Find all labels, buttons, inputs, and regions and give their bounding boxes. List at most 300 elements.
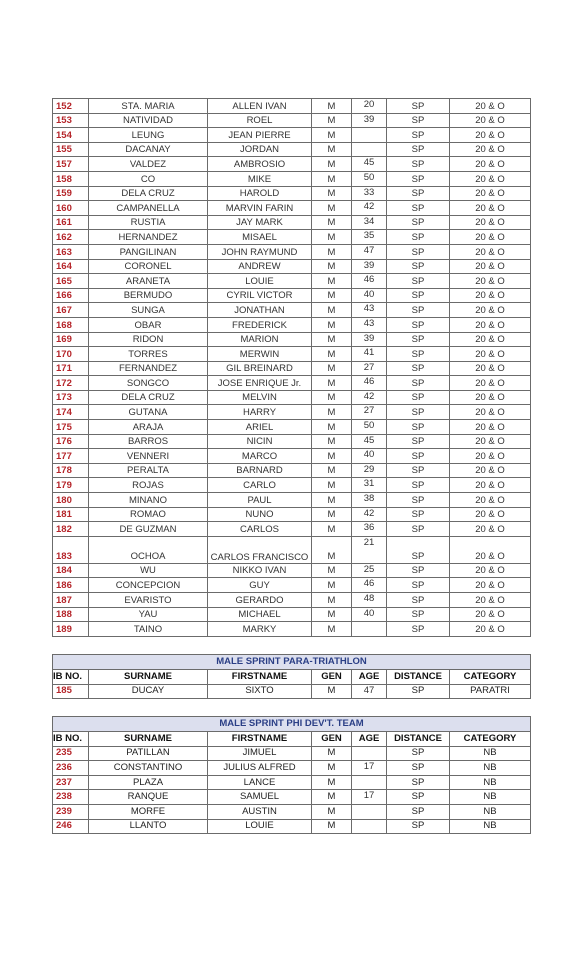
- surname-cell: TAINO: [89, 622, 208, 637]
- table-row: [53, 449, 531, 464]
- bib-number-cell: 163: [53, 244, 89, 259]
- category-cell: 20 & O: [450, 563, 531, 578]
- distance-cell: SP: [387, 171, 450, 186]
- category-cell: NB: [450, 790, 531, 805]
- surname-cell: DUCAY: [89, 684, 208, 699]
- category-cell: 20 & O: [450, 607, 531, 622]
- table-row: [53, 478, 531, 493]
- surname-cell: WU: [89, 563, 208, 578]
- table-row: [53, 684, 531, 699]
- age-cell: [352, 128, 387, 143]
- category-cell: NB: [450, 819, 531, 834]
- bib-number-cell: 176: [53, 434, 89, 449]
- firstname-cell: JONATHAN: [208, 303, 312, 318]
- bib-number-cell: 164: [53, 259, 89, 274]
- col-header-firstname: FIRSTNAME: [208, 732, 312, 747]
- bib-number-cell: 177: [53, 449, 89, 464]
- age-cell: 46: [352, 376, 387, 391]
- bib-number-cell: 161: [53, 215, 89, 230]
- bib-number-cell: 152: [53, 99, 89, 114]
- category-cell: 20 & O: [450, 186, 531, 201]
- firstname-cell: ALLEN IVAN: [208, 99, 312, 114]
- gender-cell: M: [312, 775, 352, 790]
- gender-cell: M: [312, 361, 352, 376]
- gender-cell: M: [312, 128, 352, 143]
- bib-number-cell: 178: [53, 463, 89, 478]
- distance-cell: SP: [387, 128, 450, 143]
- firstname-cell: JULIUS ALFRED: [208, 761, 312, 776]
- surname-cell: EVARISTO: [89, 593, 208, 608]
- surname-cell: LEUNG: [89, 128, 208, 143]
- col-header-surname: SURNAME: [89, 670, 208, 685]
- surname-cell: VENNERI: [89, 449, 208, 464]
- surname-cell: TORRES: [89, 347, 208, 362]
- gender-cell: M: [312, 215, 352, 230]
- firstname-cell: FREDERICK: [208, 317, 312, 332]
- gender-cell: M: [312, 376, 352, 391]
- age-cell: 39: [352, 259, 387, 274]
- table-row: [53, 463, 531, 478]
- distance-cell: SP: [387, 420, 450, 435]
- age-cell: 17: [352, 761, 387, 776]
- gender-cell: M: [312, 522, 352, 537]
- table-row: [53, 376, 531, 391]
- col-header-distance: DISTANCE: [387, 670, 450, 685]
- age-cell: 34: [352, 215, 387, 230]
- category-cell: 20 & O: [450, 522, 531, 537]
- category-cell: 20 & O: [450, 449, 531, 464]
- firstname-cell: HAROLD: [208, 186, 312, 201]
- gender-cell: M: [312, 99, 352, 114]
- bib-number-cell: 157: [53, 157, 89, 172]
- surname-cell: ARAJA: [89, 420, 208, 435]
- distance-cell: SP: [387, 142, 450, 157]
- distance-cell: SP: [387, 113, 450, 128]
- firstname-cell: MARCO: [208, 449, 312, 464]
- distance-cell: SP: [387, 303, 450, 318]
- bib-number-cell: 175: [53, 420, 89, 435]
- bib-number-cell: 169: [53, 332, 89, 347]
- distance-cell: SP: [387, 478, 450, 493]
- table-row: [53, 274, 531, 289]
- category-cell: 20 & O: [450, 463, 531, 478]
- distance-cell: SP: [387, 493, 450, 508]
- surname-cell: CAMPANELLA: [89, 201, 208, 216]
- firstname-cell: HARRY: [208, 405, 312, 420]
- gender-cell: M: [312, 536, 352, 563]
- category-cell: 20 & O: [450, 507, 531, 522]
- category-cell: 20 & O: [450, 536, 531, 563]
- table-row: [53, 622, 531, 637]
- firstname-cell: BARNARD: [208, 463, 312, 478]
- table-row: [53, 746, 531, 761]
- table-row: [53, 804, 531, 819]
- bib-number-cell: 246: [53, 819, 89, 834]
- category-cell: NB: [450, 775, 531, 790]
- distance-cell: SP: [387, 775, 450, 790]
- table-row: [53, 244, 531, 259]
- registrants-table-body: [53, 99, 531, 637]
- age-cell: [352, 622, 387, 637]
- bib-number-cell: 165: [53, 274, 89, 289]
- bib-number-cell: 168: [53, 317, 89, 332]
- col-header-gen: GEN: [312, 732, 352, 747]
- firstname-cell: JEAN PIERRE: [208, 128, 312, 143]
- surname-cell: DELA CRUZ: [89, 390, 208, 405]
- distance-cell: SP: [387, 449, 450, 464]
- distance-cell: SP: [387, 761, 450, 776]
- table-row: [53, 390, 531, 405]
- bib-number-cell: 160: [53, 201, 89, 216]
- distance-cell: SP: [387, 99, 450, 114]
- dev-team-body: [53, 746, 531, 834]
- distance-cell: SP: [387, 434, 450, 449]
- table-row: [53, 563, 531, 578]
- category-cell: 20 & O: [450, 493, 531, 508]
- bib-number-cell: 189: [53, 622, 89, 637]
- firstname-cell: CARLOS: [208, 522, 312, 537]
- surname-cell: SONGCO: [89, 376, 208, 391]
- gender-cell: M: [312, 449, 352, 464]
- firstname-cell: MARKY: [208, 622, 312, 637]
- table-row: [53, 522, 531, 537]
- table-row: [53, 171, 531, 186]
- header-row: [53, 670, 531, 685]
- firstname-cell: MARVIN FARIN: [208, 201, 312, 216]
- surname-cell: OCHOA: [89, 536, 208, 563]
- bib-number-cell: 238: [53, 790, 89, 805]
- table-row: [53, 761, 531, 776]
- bib-number-cell: 167: [53, 303, 89, 318]
- category-cell: NB: [450, 746, 531, 761]
- bib-number-cell: 171: [53, 361, 89, 376]
- surname-cell: MINANO: [89, 493, 208, 508]
- distance-cell: SP: [387, 186, 450, 201]
- table-row: [53, 259, 531, 274]
- bib-number-cell: 179: [53, 478, 89, 493]
- firstname-cell: JORDAN: [208, 142, 312, 157]
- col-header-category: CATEGORY: [450, 670, 531, 685]
- table-row: [53, 113, 531, 128]
- age-cell: 43: [352, 303, 387, 318]
- para-triathlon-body: [53, 684, 531, 699]
- table-row: [53, 347, 531, 362]
- bib-number-cell: 173: [53, 390, 89, 405]
- firstname-cell: AMBROSIO: [208, 157, 312, 172]
- registrants-table: [52, 98, 531, 637]
- distance-cell: SP: [387, 563, 450, 578]
- firstname-cell: JAY MARK: [208, 215, 312, 230]
- gender-cell: M: [312, 746, 352, 761]
- col-header-surname: SURNAME: [89, 732, 208, 747]
- category-cell: 20 & O: [450, 420, 531, 435]
- gender-cell: M: [312, 463, 352, 478]
- gender-cell: M: [312, 244, 352, 259]
- firstname-cell: JOHN RAYMUND: [208, 244, 312, 259]
- surname-cell: ARANETA: [89, 274, 208, 289]
- distance-cell: SP: [387, 259, 450, 274]
- gender-cell: M: [312, 622, 352, 637]
- section-title-row: [53, 717, 531, 732]
- firstname-cell: NIKKO IVAN: [208, 563, 312, 578]
- gender-cell: M: [312, 593, 352, 608]
- distance-cell: SP: [387, 288, 450, 303]
- category-cell: 20 & O: [450, 347, 531, 362]
- age-cell: 46: [352, 274, 387, 289]
- table-row: [53, 361, 531, 376]
- surname-cell: MORFE: [89, 804, 208, 819]
- col-header-age: AGE: [352, 670, 387, 685]
- table-row: [53, 434, 531, 449]
- gender-cell: M: [312, 563, 352, 578]
- surname-cell: STA. MARIA: [89, 99, 208, 114]
- distance-cell: SP: [387, 522, 450, 537]
- firstname-cell: GERARDO: [208, 593, 312, 608]
- category-cell: 20 & O: [450, 376, 531, 391]
- gender-cell: M: [312, 142, 352, 157]
- gender-cell: M: [312, 230, 352, 245]
- bib-number-cell: 153: [53, 113, 89, 128]
- firstname-cell: GIL BREINARD: [208, 361, 312, 376]
- gender-cell: M: [312, 507, 352, 522]
- firstname-cell: ARIEL: [208, 420, 312, 435]
- firstname-cell: MELVIN: [208, 390, 312, 405]
- age-cell: 50: [352, 420, 387, 435]
- distance-cell: SP: [387, 317, 450, 332]
- table-row: [53, 186, 531, 201]
- distance-cell: SP: [387, 578, 450, 593]
- table-row: [53, 215, 531, 230]
- age-cell: 40: [352, 288, 387, 303]
- bib-number-cell: 159: [53, 186, 89, 201]
- surname-cell: CONCEPCION: [89, 578, 208, 593]
- category-cell: NB: [450, 804, 531, 819]
- bib-number-cell: 237: [53, 775, 89, 790]
- surname-cell: BERMUDO: [89, 288, 208, 303]
- distance-cell: SP: [387, 376, 450, 391]
- firstname-cell: LANCE: [208, 775, 312, 790]
- category-cell: 20 & O: [450, 215, 531, 230]
- col-header-firstname: FIRSTNAME: [208, 670, 312, 685]
- table-row: [53, 332, 531, 347]
- surname-cell: GUTANA: [89, 405, 208, 420]
- category-cell: NB: [450, 761, 531, 776]
- distance-cell: SP: [387, 361, 450, 376]
- bib-number-cell: 172: [53, 376, 89, 391]
- table-row: [53, 536, 531, 563]
- category-cell: 20 & O: [450, 113, 531, 128]
- bib-number-cell: 239: [53, 804, 89, 819]
- gender-cell: M: [312, 684, 352, 699]
- age-cell: 42: [352, 390, 387, 405]
- age-cell: 27: [352, 361, 387, 376]
- surname-cell: DACANAY: [89, 142, 208, 157]
- bib-number-cell: 182: [53, 522, 89, 537]
- table-row: [53, 420, 531, 435]
- category-cell: 20 & O: [450, 405, 531, 420]
- table-row: [53, 507, 531, 522]
- surname-cell: SUNGA: [89, 303, 208, 318]
- age-cell: 20: [352, 99, 387, 114]
- bib-number-cell: 188: [53, 607, 89, 622]
- distance-cell: SP: [387, 684, 450, 699]
- gender-cell: M: [312, 790, 352, 805]
- surname-cell: CONSTANTINO: [89, 761, 208, 776]
- distance-cell: SP: [387, 347, 450, 362]
- gender-cell: M: [312, 434, 352, 449]
- gender-cell: M: [312, 288, 352, 303]
- distance-cell: SP: [387, 507, 450, 522]
- gender-cell: M: [312, 420, 352, 435]
- category-cell: 20 & O: [450, 244, 531, 259]
- age-cell: 42: [352, 507, 387, 522]
- age-cell: 40: [352, 449, 387, 464]
- gender-cell: M: [312, 259, 352, 274]
- gender-cell: M: [312, 186, 352, 201]
- surname-cell: PANGILINAN: [89, 244, 208, 259]
- age-cell: [352, 142, 387, 157]
- firstname-cell: SIXTO: [208, 684, 312, 699]
- bib-number-cell: 155: [53, 142, 89, 157]
- firstname-cell: NUNO: [208, 507, 312, 522]
- age-cell: 25: [352, 563, 387, 578]
- surname-cell: DELA CRUZ: [89, 186, 208, 201]
- category-cell: 20 & O: [450, 99, 531, 114]
- category-cell: 20 & O: [450, 317, 531, 332]
- distance-cell: SP: [387, 215, 450, 230]
- gender-cell: M: [312, 303, 352, 318]
- firstname-cell: GUY: [208, 578, 312, 593]
- category-cell: 20 & O: [450, 142, 531, 157]
- surname-cell: RIDON: [89, 332, 208, 347]
- distance-cell: SP: [387, 230, 450, 245]
- surname-cell: ROMAO: [89, 507, 208, 522]
- age-cell: 47: [352, 244, 387, 259]
- age-cell: 48: [352, 593, 387, 608]
- age-cell: 50: [352, 171, 387, 186]
- age-cell: 39: [352, 332, 387, 347]
- category-cell: 20 & O: [450, 157, 531, 172]
- age-cell: 41: [352, 347, 387, 362]
- surname-cell: RANQUE: [89, 790, 208, 805]
- firstname-cell: MERWIN: [208, 347, 312, 362]
- age-cell: 33: [352, 186, 387, 201]
- age-cell: 45: [352, 157, 387, 172]
- distance-cell: SP: [387, 819, 450, 834]
- surname-cell: BARROS: [89, 434, 208, 449]
- age-cell: 31: [352, 478, 387, 493]
- surname-cell: VALDEZ: [89, 157, 208, 172]
- section-title: MALE SPRINT PARA-TRIATHLON: [53, 655, 531, 670]
- gender-cell: M: [312, 578, 352, 593]
- age-cell: 27: [352, 405, 387, 420]
- bib-number-cell: 166: [53, 288, 89, 303]
- bib-number-cell: 162: [53, 230, 89, 245]
- age-cell: 46: [352, 578, 387, 593]
- bib-number-cell: 183: [53, 536, 89, 563]
- col-header-bib: IB NO.: [53, 732, 89, 747]
- firstname-cell: ROEL: [208, 113, 312, 128]
- table-row: [53, 303, 531, 318]
- category-cell: 20 & O: [450, 332, 531, 347]
- gender-cell: M: [312, 478, 352, 493]
- age-cell: 45: [352, 434, 387, 449]
- distance-cell: SP: [387, 274, 450, 289]
- surname-cell: RUSTIA: [89, 215, 208, 230]
- table-row: [53, 288, 531, 303]
- distance-cell: SP: [387, 405, 450, 420]
- gender-cell: M: [312, 113, 352, 128]
- bib-number-cell: 181: [53, 507, 89, 522]
- distance-cell: SP: [387, 790, 450, 805]
- age-cell: 38: [352, 493, 387, 508]
- gender-cell: M: [312, 332, 352, 347]
- table-row: [53, 578, 531, 593]
- distance-cell: SP: [387, 536, 450, 563]
- gender-cell: M: [312, 347, 352, 362]
- firstname-cell: MARION: [208, 332, 312, 347]
- table-row: [53, 607, 531, 622]
- age-cell: 42: [352, 201, 387, 216]
- gender-cell: M: [312, 819, 352, 834]
- firstname-cell: PAUL: [208, 493, 312, 508]
- surname-cell: HERNANDEZ: [89, 230, 208, 245]
- table-row: [53, 317, 531, 332]
- age-cell: 36: [352, 522, 387, 537]
- col-header-bib: IB NO.: [53, 670, 89, 685]
- distance-cell: SP: [387, 804, 450, 819]
- firstname-cell: CYRIL VICTOR: [208, 288, 312, 303]
- gender-cell: M: [312, 390, 352, 405]
- table-row: [53, 405, 531, 420]
- distance-cell: SP: [387, 622, 450, 637]
- surname-cell: LLANTO: [89, 819, 208, 834]
- col-header-gen: GEN: [312, 670, 352, 685]
- firstname-cell: CARLO: [208, 478, 312, 493]
- surname-cell: ROJAS: [89, 478, 208, 493]
- surname-cell: PERALTA: [89, 463, 208, 478]
- distance-cell: SP: [387, 332, 450, 347]
- distance-cell: SP: [387, 746, 450, 761]
- firstname-cell: NICIN: [208, 434, 312, 449]
- table-row: [53, 790, 531, 805]
- category-cell: 20 & O: [450, 201, 531, 216]
- category-cell: 20 & O: [450, 578, 531, 593]
- age-cell: 40: [352, 607, 387, 622]
- header-row: [53, 732, 531, 747]
- bib-number-cell: 170: [53, 347, 89, 362]
- surname-cell: PATILLAN: [89, 746, 208, 761]
- table-row: [53, 142, 531, 157]
- category-cell: 20 & O: [450, 390, 531, 405]
- age-cell: 29: [352, 463, 387, 478]
- category-cell: 20 & O: [450, 478, 531, 493]
- firstname-cell: MISAEL: [208, 230, 312, 245]
- bib-number-cell: 158: [53, 171, 89, 186]
- age-cell: [352, 746, 387, 761]
- table-row: [53, 230, 531, 245]
- distance-cell: SP: [387, 201, 450, 216]
- bib-number-cell: 235: [53, 746, 89, 761]
- age-cell: 21: [352, 536, 387, 563]
- bib-number-cell: 187: [53, 593, 89, 608]
- category-cell: 20 & O: [450, 230, 531, 245]
- table-row: [53, 201, 531, 216]
- bib-number-cell: 174: [53, 405, 89, 420]
- table-row: [53, 493, 531, 508]
- category-cell: PARATRI: [450, 684, 531, 699]
- category-cell: 20 & O: [450, 259, 531, 274]
